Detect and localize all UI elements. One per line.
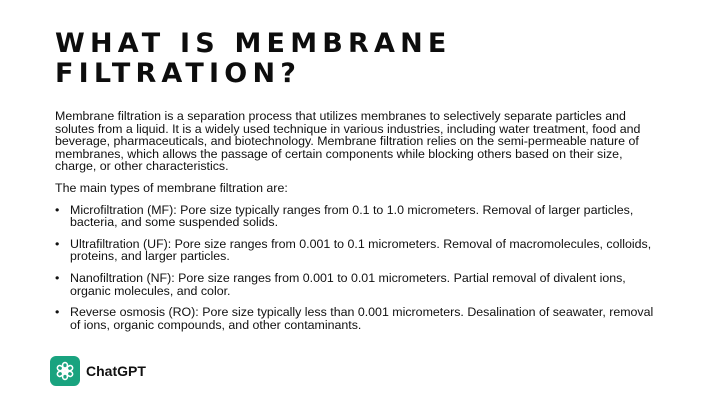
bullet: • (55, 236, 60, 251)
list-item (55, 204, 660, 229)
list-item-text: Reverse osmosis (RO): Pore size typically less than 0.001 micrometers. Desalination of seawater, removal of ions, organic compounds, and other contaminants. (70, 305, 654, 332)
list-item-text: Microfiltration (MF): Pore size typically ranges from 0.1 to 1.0 micrometers. Removal of larger particles, bacteria, and some suspended solids. (70, 202, 634, 230)
slide-body (55, 110, 660, 340)
bullet: • (55, 202, 60, 217)
types-heading: The main types of membrane filtration are: (55, 180, 288, 195)
list-item-text: Nanofiltration (NF): Pore size ranges from 0.001 to 0.01 micrometers. Partial removal of divalent ions, organic molecules, and color. (70, 270, 626, 298)
list-item (55, 238, 660, 263)
list-item (55, 272, 660, 297)
bullet: • (55, 270, 60, 285)
openai-logo-icon (50, 356, 80, 386)
slide-title: WHAT IS MEMBRANE FILTRATION? (55, 28, 452, 89)
list-item-text: Ultrafiltration (UF): Pore size ranges from 0.001 to 0.1 micrometers. Removal of macromolecules, colloids, proteins, and larger particles. (70, 236, 652, 264)
brand-footer (50, 356, 146, 386)
openai-logo-svg (54, 360, 76, 382)
list-item (55, 306, 660, 331)
types-list (55, 204, 660, 332)
brand-name: ChatGPT (86, 363, 146, 379)
intro-paragraph: Membrane filtration is a separation process that utilizes membranes to selectively separate particles and solutes from a liquid. It is a widely used technique in various industries, including water treatment, food and beverage, pharmaceuticals, and biotechnology. Membrane filtration relies on the semi-permeable nature of membranes, which allows the passage of certain components while blocking others based on their size, charge, or other characteristics. (55, 109, 641, 174)
bullet: • (55, 305, 60, 320)
